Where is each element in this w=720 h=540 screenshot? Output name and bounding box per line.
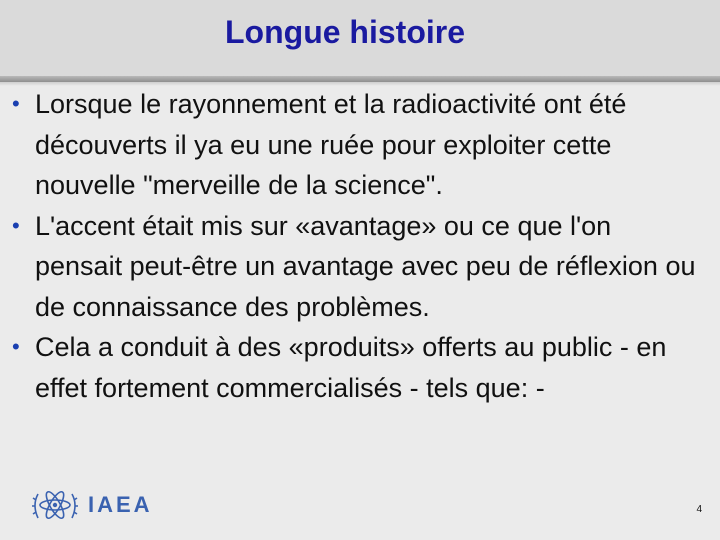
iaea-logo bbox=[30, 482, 153, 528]
bullet-item bbox=[12, 206, 702, 328]
bullet-text: Lorsque le rayonnement et la radioactivité ont été découverts il ya eu une ruée pour exploiter cette nouvelle "merveille de la science". bbox=[35, 89, 627, 200]
iaea-logo-text: IAEA bbox=[88, 492, 153, 517]
slide-title: Longue histoire bbox=[225, 14, 465, 50]
bullet-icon: • bbox=[12, 334, 20, 359]
bullet-item bbox=[12, 327, 702, 408]
bullet-item bbox=[12, 84, 702, 206]
bullet-text: Cela a conduit à des «produits» offerts au public - en effet fortement commercialisés - tels que: - bbox=[35, 332, 667, 403]
bullet-icon: • bbox=[12, 212, 20, 238]
bullet-icon: • bbox=[12, 91, 20, 116]
iaea-emblem-icon bbox=[30, 482, 80, 528]
page-number: 4 bbox=[696, 504, 702, 515]
bullet-list bbox=[12, 84, 702, 408]
bullet-text: L'accent était mis sur «avantage» ou ce que l'on pensait peut-être un avantage avec peu de réflexion ou de connaissance des problèmes. bbox=[35, 210, 696, 322]
